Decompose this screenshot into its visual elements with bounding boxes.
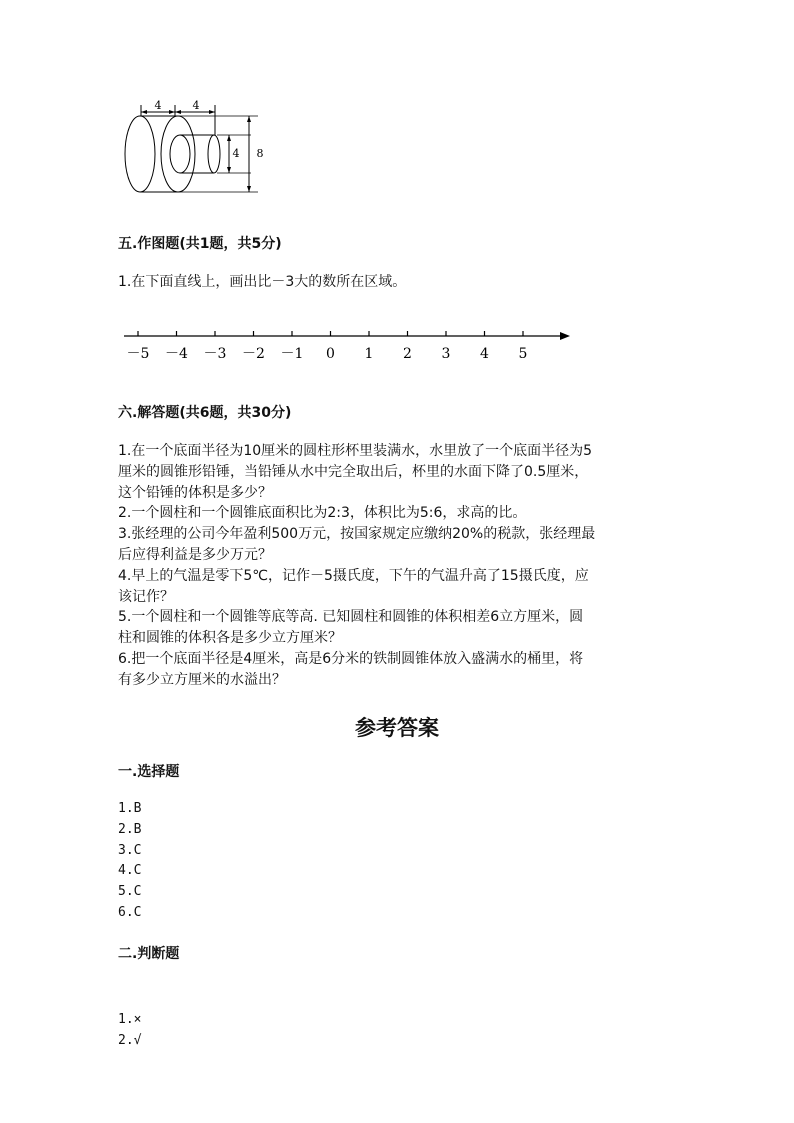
question-line: 有多少立方厘米的水溢出？: [118, 671, 286, 688]
question-line: 后应得利益是多少万元？: [118, 546, 272, 563]
section6-heading: 六.解答题(共6题，共30分): [118, 405, 292, 421]
answer-item: 4.C: [118, 863, 142, 879]
question-line: 2.一个圆柱和一个圆锥底面积比为2:3，体积比为5:6，求高的比。: [118, 505, 527, 522]
question-line: 3.张经理的公司今年盈利500万元，按国家规定应缴纳20%的税款，张经理最: [118, 526, 596, 543]
question-line: 厘米的圆锥形铅锤，当铅锤从水中完全取出后，杯里的水面下降了0.5厘米，: [118, 463, 589, 480]
section5-question: 1.在下面直线上，画出比－3大的数所在区域。: [118, 274, 407, 290]
dim-label-top-left: 4: [154, 99, 162, 112]
answer-item: 5.C: [118, 884, 142, 900]
number-line-label: 2: [403, 346, 412, 362]
dim-label-outer: 8: [256, 147, 264, 160]
cylinder-figure: [118, 95, 278, 195]
number-line-label: 1: [364, 346, 374, 362]
question-line: 6.把一个底面半径是4厘米，高是6分米的铁制圆锥体放入盛满水的桶里，将: [118, 650, 584, 667]
number-line-label: 4: [480, 346, 489, 362]
section5-heading: 五.作图题(共1题，共5分): [118, 236, 282, 252]
answer-item: 1.B: [118, 801, 142, 816]
answers-part1-heading: 一.选择题: [118, 764, 180, 780]
section6-questions: [118, 441, 678, 691]
dim-label-inner: 4: [232, 147, 240, 160]
answers-part2-list: [118, 1010, 141, 1052]
number-line-label: －4: [165, 346, 188, 362]
answers-title: 参考答案: [355, 715, 439, 740]
question-line: 1.在一个底面半径为10厘米的圆柱形杯里装满水，水里放了一个底面半径为5: [118, 443, 593, 459]
answer-item: 1.×: [118, 1012, 142, 1027]
question-line: 这个铅锤的体积是多少？: [118, 484, 272, 501]
answer-item: 6.C: [118, 904, 142, 920]
number-line-label: －5: [126, 346, 150, 362]
number-line-label: 5: [518, 346, 528, 362]
number-line: [118, 322, 578, 370]
question-line: 4.早上的气温是零下5℃，记作－5摄氏度，下午的气温升高了15摄氏度，应: [118, 567, 589, 584]
answer-item: 2.√: [118, 1032, 142, 1048]
number-line-label: 3: [441, 346, 451, 362]
answers-part2-heading: 二.判断题: [118, 946, 180, 962]
answers-part1-list: [118, 799, 141, 924]
question-line: 柱和圆锥的体积各是多少立方厘米？: [118, 630, 342, 647]
dim-label-top-right: 4: [192, 99, 200, 112]
number-line-label: 0: [326, 346, 335, 362]
question-line: 5.一个圆柱和一个圆锥等底等高. 已知圆柱和圆锥的体积相差6立方厘米，圆: [118, 609, 584, 626]
answer-item: 2.B: [118, 821, 142, 837]
answer-item: 3.C: [118, 842, 142, 858]
number-line-label: －3: [203, 346, 227, 362]
question-line: 该记作？: [118, 588, 174, 605]
number-line-label: －1: [280, 346, 304, 362]
number-line-label: －2: [242, 346, 265, 362]
